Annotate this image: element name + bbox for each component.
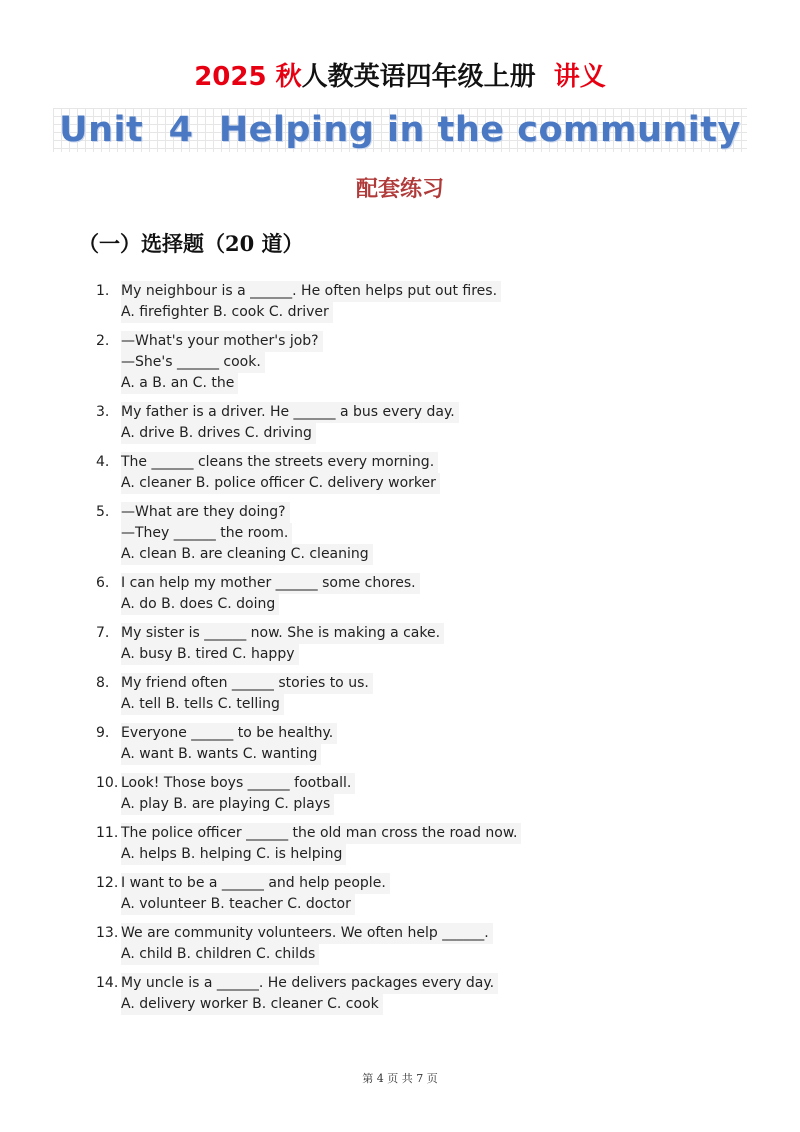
question-item	[96, 673, 716, 715]
question-text: We are community volunteers. We often help ______.	[121, 923, 493, 944]
question-text: My friend often ______ stories to us.	[121, 673, 373, 694]
question-item	[96, 823, 716, 865]
question-item	[96, 923, 716, 965]
unit-title: Unit 4 Helping in the community	[53, 108, 747, 152]
question-number: 11.	[96, 825, 119, 841]
question-options: A. helps B. helping C. is helping	[121, 844, 346, 865]
question-text: The police officer ______ the old man cross the road now.	[121, 823, 521, 844]
question-number: 2.	[96, 333, 110, 349]
title-book: 人教英语四年级上册	[301, 62, 536, 92]
question-list	[96, 281, 716, 1023]
question-item	[96, 452, 716, 494]
question-item	[96, 281, 716, 323]
question-number: 9.	[96, 725, 110, 741]
question-text: —What's your mother's job?	[121, 331, 323, 352]
question-options: A. firefighter B. cook C. driver	[121, 302, 333, 323]
title-year: 2025 秋	[194, 62, 302, 92]
question-text: My neighbour is a ______. He often helps put out fires.	[121, 281, 501, 302]
question-item	[96, 773, 716, 815]
question-item	[96, 873, 716, 915]
question-text: My sister is ______ now. She is making a cake.	[121, 623, 444, 644]
question-text: —What are they doing?	[121, 502, 290, 523]
question-item	[96, 402, 716, 444]
question-options: A. tell B. tells C. telling	[121, 694, 284, 715]
unit-title-wrap	[0, 108, 800, 152]
subtitle: 配套练习	[355, 176, 444, 202]
question-text: —They ______ the room.	[121, 523, 292, 544]
question-options: A. clean B. are cleaning C. cleaning	[121, 544, 373, 565]
title-handout: 讲义	[553, 62, 606, 92]
question-text: I can help my mother ______ some chores.	[121, 573, 420, 594]
question-number: 7.	[96, 625, 110, 641]
page-title	[0, 56, 800, 93]
question-number: 6.	[96, 575, 110, 591]
question-number: 1.	[96, 283, 110, 299]
question-item	[96, 623, 716, 665]
question-options: A. volunteer B. teacher C. doctor	[121, 894, 355, 915]
question-item	[96, 502, 716, 565]
question-item	[96, 331, 716, 394]
question-text: Everyone ______ to be healthy.	[121, 723, 337, 744]
question-text: —She's ______ cook.	[121, 352, 265, 373]
question-number: 10.	[96, 775, 119, 791]
question-number: 8.	[96, 675, 110, 691]
question-number: 13.	[96, 925, 119, 941]
question-number: 12.	[96, 875, 119, 891]
question-options: A. a B. an C. the	[121, 373, 238, 394]
question-text: My father is a driver. He ______ a bus every day.	[121, 402, 459, 423]
question-item	[96, 573, 716, 615]
question-number: 14.	[96, 975, 119, 991]
question-item	[96, 723, 716, 765]
question-options: A. child B. children C. childs	[121, 944, 319, 965]
question-text: The ______ cleans the streets every morning.	[121, 452, 438, 473]
question-number: 5.	[96, 504, 110, 520]
question-options: A. want B. wants C. wanting	[121, 744, 321, 765]
question-options: A. drive B. drives C. driving	[121, 423, 316, 444]
question-options: A. cleaner B. police officer C. delivery worker	[121, 473, 440, 494]
page-footer: 第 4 页 共 7 页	[362, 1072, 438, 1085]
section-title: （一）选择题（20 道）	[78, 231, 304, 256]
question-number: 3.	[96, 404, 110, 420]
question-text: I want to be a ______ and help people.	[121, 873, 390, 894]
question-options: A. busy B. tired C. happy	[121, 644, 299, 665]
question-item	[96, 973, 716, 1015]
question-options: A. play B. are playing C. plays	[121, 794, 334, 815]
question-number: 4.	[96, 454, 110, 470]
question-text: Look! Those boys ______ football.	[121, 773, 355, 794]
question-options: A. delivery worker B. cleaner C. cook	[121, 994, 383, 1015]
question-text: My uncle is a ______. He delivers packages every day.	[121, 973, 498, 994]
question-options: A. do B. does C. doing	[121, 594, 279, 615]
